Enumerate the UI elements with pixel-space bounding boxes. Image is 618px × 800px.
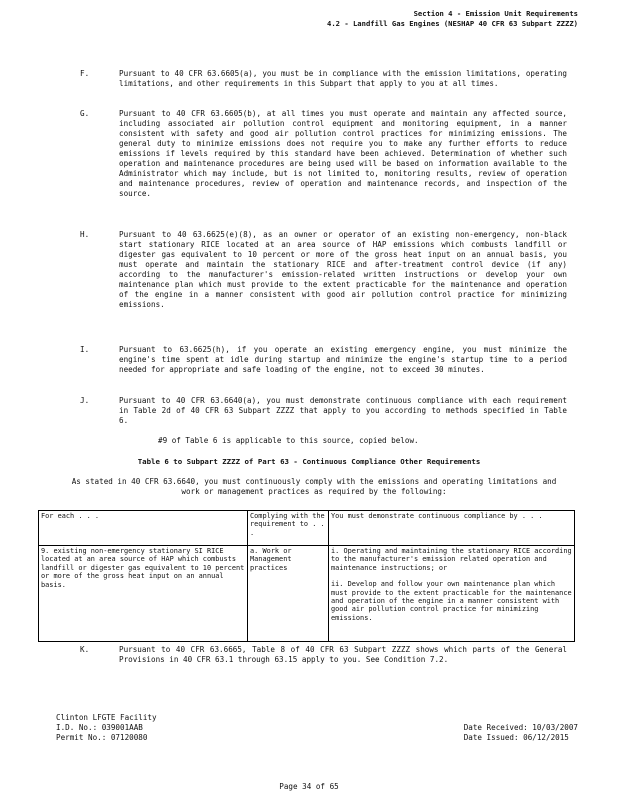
paragraph-j (80, 396, 567, 426)
facility-name: Clinton LFGTE Facility (56, 713, 157, 722)
paragraph-h (80, 230, 567, 310)
permit-number: Permit No.: 07120080 (56, 733, 148, 742)
compliance-option-ii: ii. Develop and follow your own maintenance plan which must provide to the extent practicable for the maintenance and operation of the engine in a manner consistent with good air pollution control practice for minimizing emissions. (331, 580, 572, 622)
requirements-table (38, 510, 575, 642)
paragraph-text: Pursuant to 40 CFR 63.6665, Table 8 of 40 CFR 63 Subpart ZZZZ shows which parts of the General Provisions in 40 CFR 63.1 through 63.15 apply to you. See Condition 7.2. (119, 645, 567, 664)
page-number: Page 34 of 65 (279, 782, 339, 791)
applicability-note: #9 of Table 6 is applicable to this source, copied below. (158, 436, 419, 445)
footer-right (464, 723, 578, 743)
header-subsection: 4.2 - Landfill Gas Engines (NESHAP 40 CFR 63 Subpart ZZZZ) (327, 19, 578, 28)
cell-source: 9. existing non-emergency stationary SI RICE located at an area source of HAP which combusts landfill or digester gas equivalent to 10 percent or more of the gross heat input on an annual basis. (39, 546, 248, 642)
paragraph-label: K. (80, 645, 90, 654)
page-header (278, 9, 578, 29)
paragraph-text: Pursuant to 40 CFR 63.6605(b), at all times you must operate and maintain any affected source, including associated air pollution control equipment and monitoring equipment, in a manner consistent with safety and good air pollution control practices for minimizing emissions. The general duty to minimize emissions does not require you to make any further efforts to reduce emissions if levels required by this standard have been achieved. Determination of whether such operation and maintenance procedures are being used will be based on information available to the Administrator which may include, but is not limited to, monitoring results, review of operation and maintenance procedures, review of operation and maintenance records, and inspection of the source. (119, 109, 567, 198)
table-intro: As stated in 40 CFR 63.6640, you must continuously comply with the emissions and operating limitations and work or management practices as required by the following: (71, 477, 557, 496)
paragraph-text: Pursuant to 40 63.6625(e)(8), as an owner or operator of an existing non-emergency, non-black start stationary RICE located at an area source of HAP emissions which combusts landfill or digester gas equivalent to 10 percent or more of the gross heat input on an annual basis, you must operate and maintain the stationary RICE and after-treatment control device (if any) according to the manufacturer's emission-related written instructions or develop your own maintenance plan which must provide to the extent practicable for the maintenance and operation of the engine in a manner consistent with good air pollution control practice for minimizing emissions. (119, 230, 567, 309)
footer-left (56, 713, 157, 743)
cell-compliance (329, 546, 575, 642)
paragraph-text: Pursuant to 63.6625(h), if you operate an existing emergency engine, you must minimize the engine's time spent at idle during startup and minimize the engine's startup time to a period needed for appropriate and safe loading of the engine, not to exceed 30 minutes. (119, 345, 567, 374)
compliance-option-i: i. Operating and maintaining the stationary RICE according to the manufacturer's emission related operation and maintenance instructions; or (331, 547, 572, 572)
paragraph-i (80, 345, 567, 375)
header-for-each: For each . . . (39, 511, 248, 546)
paragraph-label: F. (80, 69, 90, 78)
date-received: Date Received: 10/03/2007 (463, 723, 578, 732)
header-section: Section 4 - Emission Unit Requirements (413, 9, 578, 18)
paragraph-label: I. (80, 345, 90, 354)
table-row (39, 546, 575, 642)
paragraph-g (80, 109, 567, 199)
paragraph-label: H. (80, 230, 90, 239)
paragraph-label: G. (80, 109, 90, 118)
paragraph-text: Pursuant to 40 CFR 63.6605(a), you must be in compliance with the emission limitations, operating limitations, and other requirements in this Subpart that apply to you at all times. (119, 69, 567, 88)
paragraph-text: Pursuant to 40 CFR 63.6640(a), you must demonstrate continuous compliance with each requirement in Table 2d of 40 CFR 63 Subpart ZZZZ that apply to you according to methods specified in Table 6. (119, 396, 567, 425)
table-header-row (39, 511, 575, 546)
cell-requirement: a. Work or Management practices (248, 546, 329, 642)
facility-id: I.D. No.: 039001AAB (56, 723, 143, 732)
header-complying: Complying with the requirement to . . . (248, 511, 329, 546)
table-title: Table 6 to Subpart ZZZZ of Part 63 - Continuous Compliance Other Requirements (137, 457, 481, 466)
paragraph-label: J. (80, 396, 90, 405)
header-demonstrate: You must demonstrate continuous compliance by . . . (329, 511, 575, 546)
date-issued: Date Issued: 06/12/2015 (463, 733, 569, 742)
paragraph-k (80, 645, 567, 665)
paragraph-f (80, 69, 567, 89)
